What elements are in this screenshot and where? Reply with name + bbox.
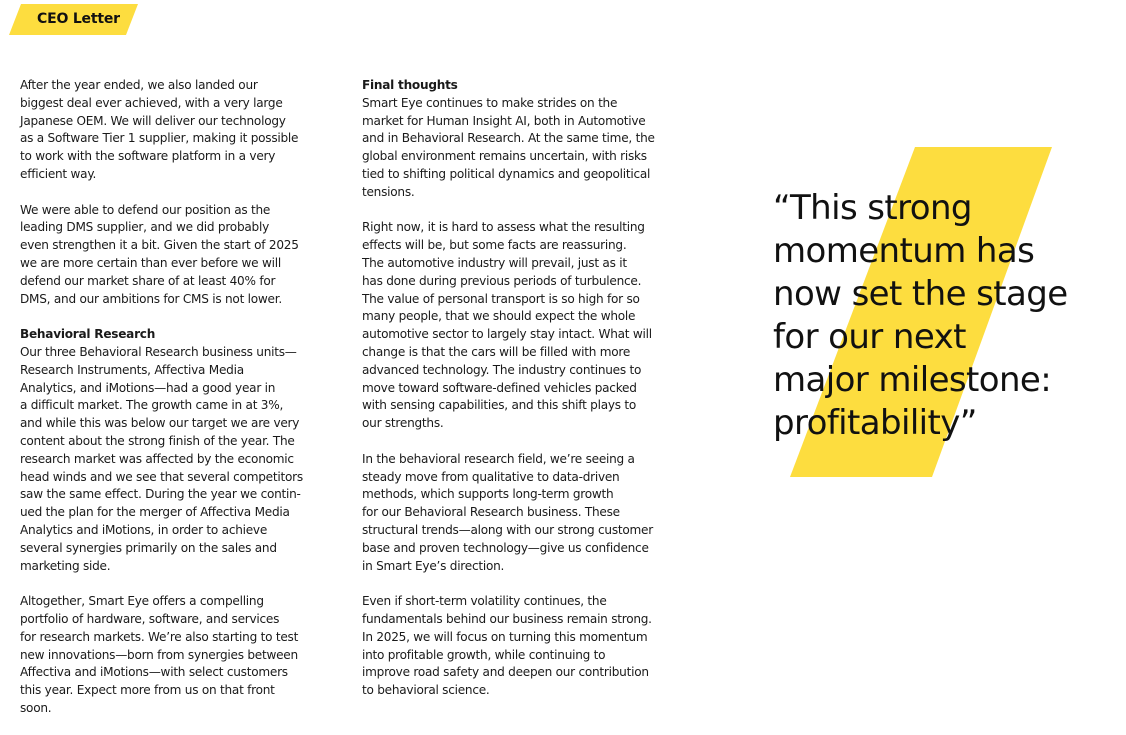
paragraph: After the year ended, we also landed our biggest deal ever achieved, with a very large Japanese OEM. We will deliver our technology as a Software Tier 1 supplier, making it possible to work with the software platform in a very efficient way. <box>20 78 299 181</box>
pull-quote-text: “This strong momentum has now set the stage for our next major milestone: profitability” <box>773 188 1068 443</box>
section-heading-behavioral-research: Behavioral Research <box>20 327 156 342</box>
paragraph: Smart Eye continues to make strides on the market for Human Insight AI, both in Automotive and in Behavioral Research. At the same time, the global environment remains uncertain, with risks tied to shifting political dynamics and geopolitical tensions. <box>362 95 655 199</box>
section-heading-final-thoughts: Final thoughts <box>362 78 458 92</box>
section-tag <box>9 4 138 35</box>
pull-quote <box>760 140 1100 485</box>
paragraph: Altogether, Smart Eye offers a compelling portfolio of hardware, software, and services for research markets. We’re also starting to test new innovations—born from synergies between Affectiva and iMotions—with select customers this year. Expect more from us on that front soon. <box>20 594 299 715</box>
paragraph: Our three Behavioral Research business units— Research Instruments, Affectiva Media Analytics, and iMotions—had a good year in a difficult market. The growth came in at 3%, and while this was below our target we are very content about the strong finish of the year. The research market was affected by the economic head winds and we see that several competitors saw the same effect. During the year we contin- ued the plan for the merger of Affectiva Media Analytics and iMotions, in order to achieve several synergies primarily on the sales and marketing side. <box>20 344 303 573</box>
paragraph: Even if short-term volatility continues, the fundamentals behind our business remain strong. In 2025, we will focus on turning this momentum into profitable growth, while continuing to improve road safety and deepen our contribution to behavioral science. <box>362 594 652 698</box>
letter-column-left <box>20 77 326 735</box>
paragraph: Right now, it is hard to assess what the resulting effects will be, but some facts are reassuring. The automotive industry will prevail, just as it has done during previous periods of turbulence. The value of personal transport is so high for so many people, that we should expect the whole automotive sector to largely stay intact. What will change is that the cars will be filled with more advanced technology. The industry continues to move toward software-defined vehicles packed with sensing capabilities, and this shift plays to our strengths. <box>362 220 652 431</box>
letter-column-right <box>362 77 682 718</box>
paragraph: In the behavioral research field, we’re seeing a steady move from qualitative to data-driven methods, which supports long-term growth for our Behavioral Research business. These structural trends—along with our strong customer base and proven technology—give us confidence in Smart Eye’s direction. <box>362 451 653 573</box>
paragraph: We were able to defend our position as the leading DMS supplier, and we did probably even strengthen it a bit. Given the start of 2025 we are more certain than ever before we will defend our market share of at least 40% for DMS, and our ambitions for CMS is not lower. <box>20 202 299 306</box>
section-tag-label: CEO Letter <box>37 11 120 27</box>
